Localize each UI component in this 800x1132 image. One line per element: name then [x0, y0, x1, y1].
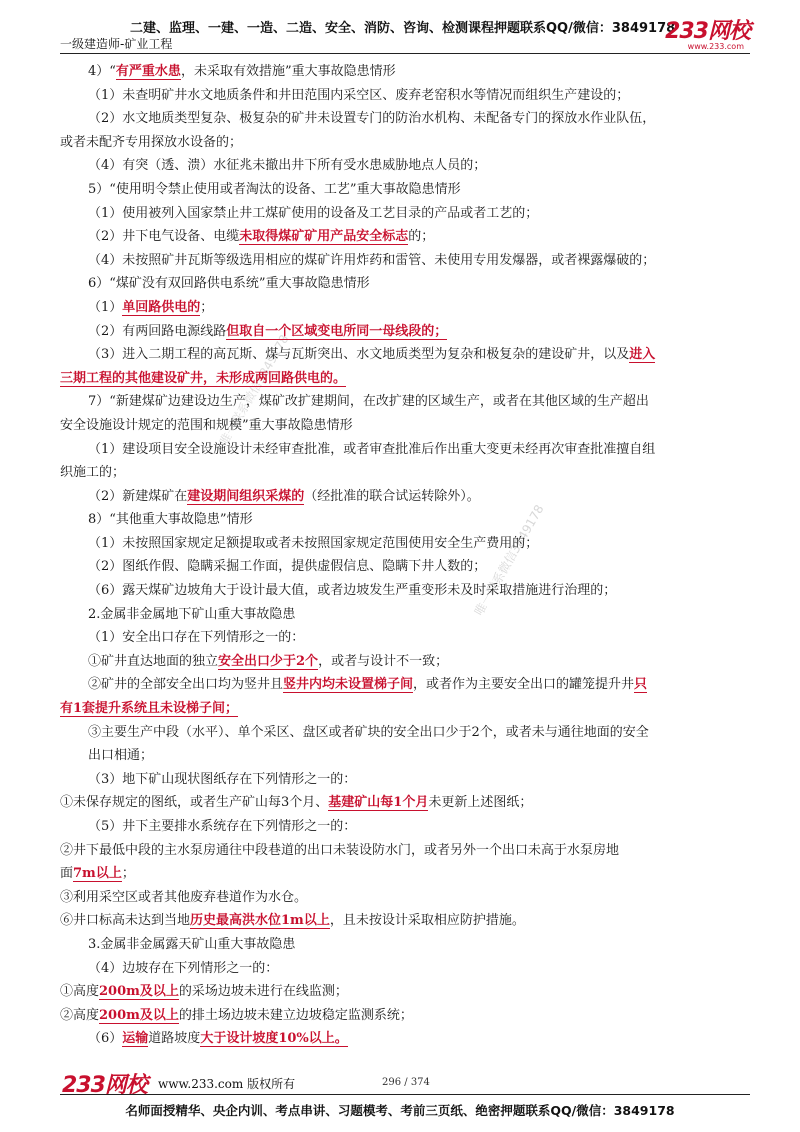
header-subtitle: 一级建造师-矿业工程	[60, 37, 173, 51]
highlight: 有严重水患	[115, 64, 181, 79]
text-line: ②高度200m及以上的排土场边坡未建立边坡稳定监测系统；	[60, 1007, 413, 1023]
highlight: 建设期间组织采煤的	[187, 488, 305, 504]
text-line: （2）井下电气设备、电缆未取得煤矿矿用产品安全标志的；	[88, 229, 435, 245]
highlight: 200m及以上	[99, 1007, 179, 1023]
text-line: ⑥井口标高未达到当地历史最高洪水位1m以上，且未按设计采取相应防护措施。	[60, 913, 525, 929]
text-line: 8）“其他重大事故隐患”情形	[88, 512, 253, 528]
header-contact-line: 二建、监理、一建、一造、二造、安全、消防、咨询、检测课程押题联系QQ/微信：3849178	[130, 21, 676, 36]
highlight: 未取得煤矿矿用产品安全标志	[239, 229, 409, 245]
section-heading: 2.金属非金属地下矿山重大事故隐患	[88, 606, 296, 622]
text-line: （2）图纸作假、隐瞒采掘工作面，提供虚假信息、隐瞒下井人数的；	[88, 559, 487, 575]
text-line: （3）进入二期工程的高瓦斯、煤与瓦斯突出、水文地质类型为复杂和极复杂的建设矿井，以及进入	[88, 347, 656, 363]
text-line	[60, 697, 750, 721]
highlight: 只	[634, 677, 648, 693]
page-header	[60, 0, 750, 60]
text-line: （1）使用被列入国家禁止井工煤矿使用的设备及工艺目录的产品或者工艺的；	[88, 205, 539, 221]
brand-url: www.233.com	[687, 42, 744, 51]
text-line: ③主要生产中段（水平）、单个采区、盘区或者矿块的安全出口少于2个，或者未与通往地面的安全	[88, 724, 649, 740]
highlight: 7m以上	[73, 866, 122, 882]
watermark: 唯一联系微信3849178	[216, 332, 292, 448]
watermark: 唯一联系微信3849178	[471, 502, 547, 618]
highlight: 历史最高洪水位1m以上	[190, 913, 330, 929]
text-line	[60, 367, 750, 391]
text-line: （1）单回路供电的；	[88, 299, 214, 315]
text-line: ③利用采空区或者其他废弃巷道作为水仓。	[60, 889, 308, 905]
text-line: （2）水文地质类型复杂、极复杂的矿井未设置专门的防治水机构、未配备专门的探放水作业队伍，	[88, 111, 656, 127]
highlight: 单回路供电的	[122, 299, 201, 315]
footer-contact-line: 名师面授精华、央企内训、考点串讲、习题模考、考前三页纸、绝密押题联系QQ/微信：3849178	[125, 1103, 675, 1118]
highlight: 200m及以上	[99, 984, 179, 1000]
text-line: 安全设施设计规定的范围和规模”重大事故隐患情形	[60, 417, 353, 433]
text-line: 4）“有严重水患，未采取有效措施”重大事故隐患情形	[88, 64, 396, 79]
text-line: ①高度200m及以上的采场边坡未进行在线监测；	[60, 984, 348, 1000]
text-line: 7）“新建煤矿边建设边生产，煤矿改扩建期间，在改扩建的区域生产，或者在其他区域的生产超出	[88, 394, 649, 410]
text-line: 6）“煤矿没有双回路供电系统”重大事故隐患情形	[88, 276, 370, 292]
text-line: ②井下最低中段的主水泵房通往中段巷道的出口未装设防水门，或者另外一个出口未高于水泵房地	[60, 842, 620, 858]
header-divider	[60, 53, 750, 54]
brand-logo: 233网校	[665, 19, 750, 44]
text-line: （4）边坡存在下列情形之一的：	[88, 960, 279, 976]
text-line: （1）未查明矿井水文地质条件和井田范围内采空区、废弃老窑积水等情况而组织生产建设的；	[88, 87, 630, 103]
highlight: 基建矿山每1个月	[328, 795, 429, 811]
highlight: 运输	[122, 1031, 149, 1047]
highlight: 安全出口少于2个	[218, 653, 319, 669]
section-heading: 3.金属非金属露天矿山重大事故隐患	[88, 936, 296, 952]
highlight: 有1套提升系统且未设梯子间；	[60, 701, 239, 717]
highlight: 大于设计坡度10%以上。	[200, 1031, 348, 1047]
text-line: （1）安全出口存在下列情形之一的：	[88, 630, 305, 646]
text-line: （2）新建煤矿在建设期间组织采煤的（经批准的联合试运转除外）。	[88, 488, 480, 504]
text-line: （3）地下矿山现状图纸存在下列情形之一的：	[88, 771, 357, 787]
text-line: 出口相通；	[88, 748, 154, 764]
text-line: （2）有两回路电源线路但取自一个区域变电所同一母线段的；	[88, 323, 448, 339]
text-line: ②矿井的全部安全出口均为竖井且竖井内均未设置梯子间，或者作为主要安全出口的罐笼提升井只	[88, 677, 648, 693]
page-number: 296 / 374	[382, 1077, 430, 1088]
document-body	[60, 60, 750, 1051]
text-line: 织施工的；	[60, 465, 126, 481]
text-line: 或者未配齐专用探放水设备的；	[60, 134, 243, 150]
text-line: 面7m以上；	[60, 866, 135, 882]
text-line: （1）建设项目安全设施设计未经审查批准，或者审查批准后作出重大变更未经再次审查批准擅自组	[88, 441, 656, 457]
text-line: （1）未按照国家规定足额提取或者未按照国家规定范围使用安全生产费用的；	[88, 535, 539, 551]
highlight: 竖井内均未设置梯子间	[283, 677, 414, 693]
text-line: （5）井下主要排水系统存在下列情形之一的：	[88, 819, 357, 834]
highlight: 进入	[629, 347, 656, 363]
text-line: （6）运输道路坡度大于设计坡度10%以上。	[88, 1031, 348, 1047]
text-line: （4）未按照矿井瓦斯等级选用相应的煤矿许用炸药和雷管、未使用专用发爆器，或者裸露爆破的；	[88, 252, 656, 268]
text-line: （6）露天煤矿边坡角大于设计最大值，或者边坡发生严重变形未及时采取措施进行治理的；	[88, 583, 617, 599]
footer-logo: 233网校	[62, 1073, 147, 1098]
footer-divider	[60, 1094, 750, 1095]
highlight: 但取自一个区域变电所同一母线段的；	[226, 323, 448, 339]
footer-copyright: www.233.com 版权所有	[158, 1077, 296, 1091]
text-line: （4）有突（透、溃）水征兆未撤出井下所有受水患威胁地点人员的；	[88, 158, 487, 174]
text-line: 5）“使用明令禁止使用或者淘汰的设备、工艺”重大事故隐患情形	[88, 181, 461, 197]
text-line: ①未保存规定的图纸，或者生产矿山每3个月、基建矿山每1个月未更新上述图纸；	[60, 795, 533, 811]
highlight: 三期工程的其他建设矿井，未形成两回路供电的。	[60, 370, 347, 386]
text-line: ①矿井直达地面的独立安全出口少于2个，或者与设计不一致；	[88, 653, 449, 669]
